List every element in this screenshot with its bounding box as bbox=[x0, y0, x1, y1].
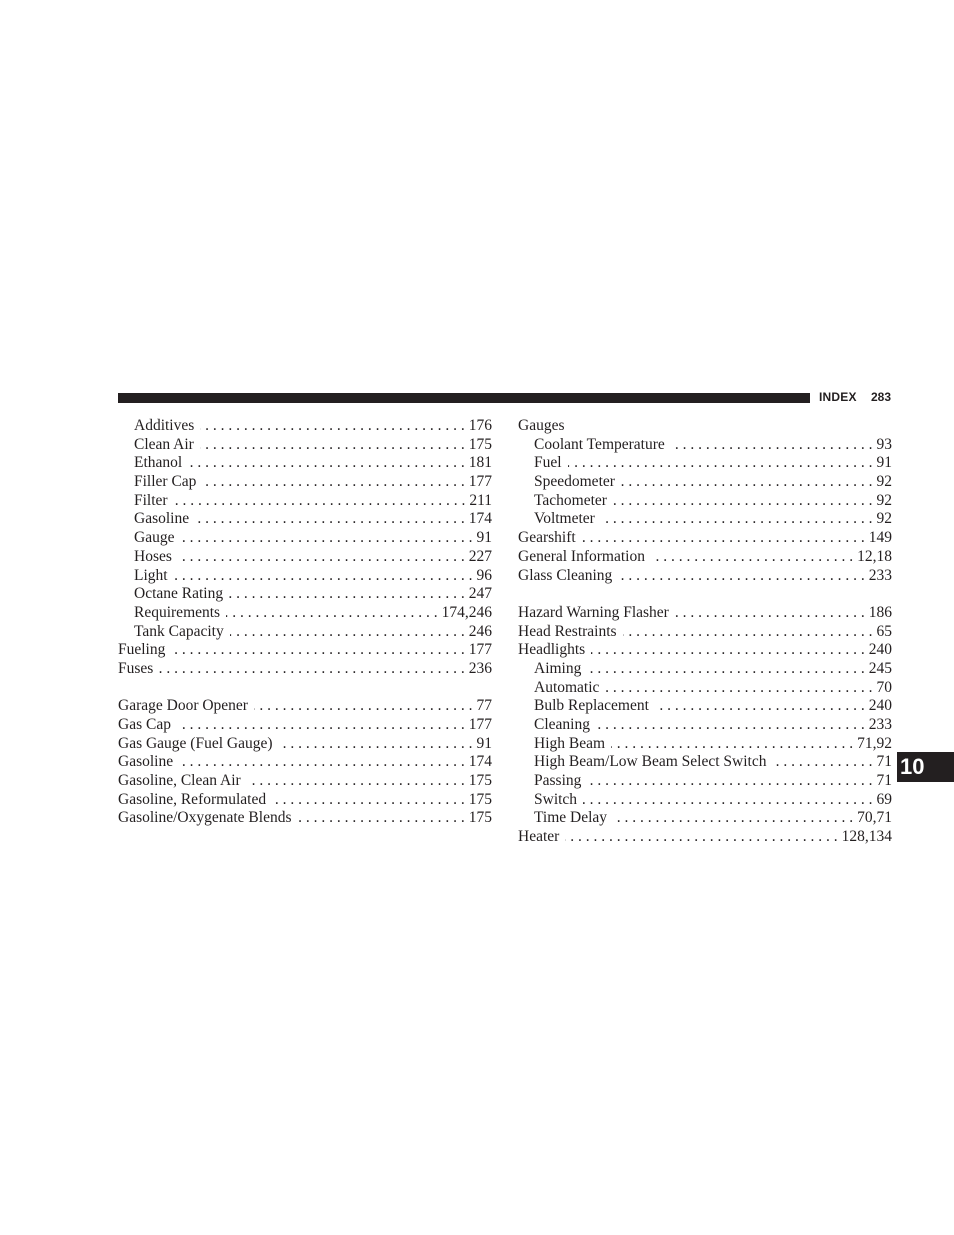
section-title: INDEX bbox=[819, 390, 857, 404]
chapter-tab: 10 bbox=[897, 752, 954, 782]
entry-page: 233 bbox=[868, 566, 892, 584]
dot-leader bbox=[177, 716, 465, 735]
dot-leader bbox=[582, 529, 865, 548]
dot-leader bbox=[272, 791, 465, 810]
index-subentry bbox=[118, 548, 492, 567]
entry-term: Ethanol bbox=[134, 454, 183, 472]
entry-term: Fuses bbox=[118, 659, 154, 677]
entry-page: 96 bbox=[476, 566, 492, 584]
dot-leader bbox=[605, 679, 872, 698]
entry-page: 93 bbox=[876, 435, 892, 453]
index-subentry bbox=[518, 454, 892, 473]
entry-page: 70 bbox=[876, 678, 892, 696]
entry-term: Additives bbox=[134, 417, 195, 434]
index-subentry bbox=[518, 753, 892, 772]
dot-leader bbox=[174, 492, 466, 511]
index-entry bbox=[518, 828, 892, 847]
entry-page: 175 bbox=[468, 809, 492, 827]
entry-page: 181 bbox=[468, 454, 492, 472]
entry-term: General Information bbox=[518, 547, 645, 565]
entry-term: Switch bbox=[534, 790, 578, 808]
entry-page: 176 bbox=[468, 417, 492, 434]
entry-term: Tank Capacity bbox=[134, 622, 224, 640]
entry-page: 175 bbox=[468, 772, 492, 790]
entry-term: High Beam/Low Beam Select Switch bbox=[534, 753, 767, 771]
index-subentry bbox=[118, 510, 492, 529]
entry-term: Fuel bbox=[534, 454, 562, 472]
index-entry bbox=[118, 809, 492, 828]
dot-leader bbox=[200, 417, 464, 436]
index-subentry bbox=[118, 567, 492, 586]
entry-term: Garage Door Opener bbox=[118, 697, 248, 715]
entry-page: 246 bbox=[468, 622, 492, 640]
entry-term: Filler Cap bbox=[134, 473, 197, 491]
index-subentry bbox=[518, 660, 892, 679]
index-entry bbox=[118, 716, 492, 735]
index-entry bbox=[518, 548, 892, 567]
dot-leader bbox=[568, 454, 873, 473]
entry-term: Clean Air bbox=[134, 435, 194, 453]
index-subentry bbox=[518, 436, 892, 455]
index-subentry bbox=[118, 436, 492, 455]
entry-term: Gauges bbox=[518, 417, 565, 434]
dot-leader bbox=[613, 809, 853, 828]
entry-term: Aiming bbox=[534, 659, 582, 677]
index-entry bbox=[518, 641, 892, 660]
entry-page: 69 bbox=[876, 790, 892, 808]
index-subentry bbox=[118, 492, 492, 511]
index-subentry bbox=[518, 492, 892, 511]
entry-term: Coolant Temperature bbox=[534, 435, 665, 453]
index-subentry bbox=[118, 417, 492, 436]
entry-term: Speedometer bbox=[534, 473, 615, 491]
header-rule bbox=[118, 393, 810, 403]
dot-leader bbox=[583, 791, 872, 810]
entry-page: 174 bbox=[468, 753, 492, 771]
index-entry bbox=[518, 529, 892, 548]
page-number: 283 bbox=[871, 390, 892, 404]
entry-gap bbox=[118, 679, 492, 698]
dot-leader bbox=[178, 548, 465, 567]
entry-page: 91 bbox=[476, 734, 492, 752]
index-entry bbox=[118, 753, 492, 772]
index-subentry bbox=[118, 473, 492, 492]
dot-leader bbox=[174, 567, 473, 586]
entry-page: 92 bbox=[876, 491, 892, 509]
index-entry bbox=[118, 735, 492, 754]
index-subentry bbox=[518, 809, 892, 828]
entry-term: Requirements bbox=[134, 603, 221, 621]
index-subentry bbox=[518, 697, 892, 716]
dot-leader bbox=[671, 436, 873, 455]
entry-page: 91 bbox=[876, 454, 892, 472]
entry-page: 175 bbox=[468, 435, 492, 453]
dot-leader bbox=[596, 716, 865, 735]
entry-page: 71 bbox=[876, 753, 892, 771]
index-subentry bbox=[518, 791, 892, 810]
entry-page: 233 bbox=[868, 716, 892, 733]
entry-page: 174 bbox=[468, 510, 492, 528]
entry-term: Light bbox=[134, 566, 168, 584]
entry-page: 91 bbox=[476, 529, 492, 547]
dot-leader bbox=[159, 660, 464, 679]
index-column-right bbox=[518, 417, 892, 847]
dot-leader bbox=[297, 809, 464, 828]
entry-term: Octane Rating bbox=[134, 585, 224, 603]
entry-page: 77 bbox=[476, 697, 492, 715]
dot-leader bbox=[623, 623, 873, 642]
entry-page: 240 bbox=[868, 697, 892, 715]
dot-leader bbox=[611, 735, 853, 754]
index-subentry bbox=[118, 585, 492, 604]
entry-page: 227 bbox=[468, 547, 492, 565]
index-subentry bbox=[518, 510, 892, 529]
dot-leader bbox=[229, 585, 465, 604]
entry-page: 245 bbox=[868, 659, 892, 677]
dot-leader bbox=[587, 772, 872, 791]
entry-page: 12,18 bbox=[857, 547, 892, 565]
entry-gap bbox=[518, 585, 892, 604]
dot-leader bbox=[247, 772, 465, 791]
dot-leader bbox=[279, 735, 473, 754]
entry-page: 71,92 bbox=[857, 734, 892, 752]
entry-page: 240 bbox=[868, 641, 892, 659]
index-subentry bbox=[118, 623, 492, 642]
entry-term: Gasoline bbox=[118, 753, 174, 771]
entry-term: Gasoline, Reformulated bbox=[118, 790, 267, 808]
entry-page: 149 bbox=[868, 529, 892, 547]
index-entry bbox=[118, 772, 492, 791]
dot-leader bbox=[230, 623, 465, 642]
dot-leader bbox=[188, 454, 465, 473]
entry-term: High Beam bbox=[534, 734, 606, 752]
index-subentry bbox=[518, 772, 892, 791]
entry-page: 177 bbox=[468, 473, 492, 491]
dot-leader bbox=[613, 492, 873, 511]
entry-page: 236 bbox=[468, 659, 492, 677]
dot-leader bbox=[180, 529, 472, 548]
entry-term: Fueling bbox=[118, 641, 166, 659]
index-entry bbox=[518, 604, 892, 623]
index-entry bbox=[118, 641, 492, 660]
index-entry bbox=[118, 697, 492, 716]
index-subentry bbox=[118, 529, 492, 548]
dot-leader bbox=[254, 697, 473, 716]
entry-page: 92 bbox=[876, 473, 892, 491]
entry-page: 177 bbox=[468, 716, 492, 733]
entry-term: Hazard Warning Flasher bbox=[518, 603, 669, 621]
entry-term: Glass Cleaning bbox=[518, 566, 613, 584]
dot-leader bbox=[675, 604, 865, 623]
entry-term: Gas Cap bbox=[118, 716, 171, 733]
entry-term: Headlights bbox=[518, 641, 586, 659]
dot-leader bbox=[171, 641, 464, 660]
entry-term: Heater bbox=[518, 828, 560, 846]
entry-page: 71 bbox=[876, 772, 892, 790]
entry-page: 186 bbox=[868, 603, 892, 621]
entry-term: Gasoline bbox=[134, 510, 190, 528]
dot-leader bbox=[621, 473, 873, 492]
entry-page: 247 bbox=[468, 585, 492, 603]
entry-page: 70,71 bbox=[857, 809, 892, 827]
entry-term: Gasoline, Clean Air bbox=[118, 772, 241, 790]
entry-page: 211 bbox=[469, 491, 492, 509]
entry-page: 175 bbox=[468, 790, 492, 808]
index-entry bbox=[118, 791, 492, 810]
entry-term: Time Delay bbox=[534, 809, 608, 827]
index-subentry bbox=[118, 604, 492, 623]
dot-leader bbox=[200, 436, 465, 455]
entry-term: Gauge bbox=[134, 529, 175, 547]
index-entry bbox=[518, 623, 892, 642]
entry-term: Gasoline/Oxygenate Blends bbox=[118, 809, 292, 827]
dot-leader bbox=[601, 510, 873, 529]
entry-term: Automatic bbox=[534, 678, 600, 696]
dot-leader bbox=[618, 567, 864, 586]
dot-leader bbox=[195, 510, 465, 529]
entry-page: 174,246 bbox=[441, 603, 492, 621]
entry-term: Filter bbox=[134, 491, 168, 509]
index-entry bbox=[118, 660, 492, 679]
index-entry bbox=[518, 417, 892, 436]
entry-page: 65 bbox=[876, 622, 892, 640]
entry-term: Bulb Replacement bbox=[534, 697, 649, 715]
dot-leader bbox=[772, 753, 872, 772]
dot-leader bbox=[651, 548, 853, 567]
dot-leader bbox=[565, 828, 837, 847]
dot-leader bbox=[587, 660, 864, 679]
index-subentry bbox=[518, 473, 892, 492]
index-entry bbox=[518, 567, 892, 586]
entry-term: Gearshift bbox=[518, 529, 576, 547]
index-column-left bbox=[118, 417, 492, 828]
entry-term: Hoses bbox=[134, 547, 172, 565]
index-subentry bbox=[518, 679, 892, 698]
index-subentry bbox=[518, 735, 892, 754]
entry-page: 177 bbox=[468, 641, 492, 659]
index-subentry bbox=[518, 716, 892, 735]
index-subentry bbox=[118, 454, 492, 473]
entry-term: Head Restraints bbox=[518, 622, 617, 640]
dot-leader bbox=[655, 697, 865, 716]
entry-term: Voltmeter bbox=[534, 510, 595, 528]
entry-term: Tachometer bbox=[534, 491, 607, 509]
entry-term: Cleaning bbox=[534, 716, 590, 733]
entry-term: Passing bbox=[534, 772, 582, 790]
dot-leader bbox=[202, 473, 464, 492]
dot-leader bbox=[179, 753, 465, 772]
dot-leader bbox=[226, 604, 438, 623]
entry-term: Gas Gauge (Fuel Gauge) bbox=[118, 734, 273, 752]
entry-page: 92 bbox=[876, 510, 892, 528]
dot-leader bbox=[591, 641, 865, 660]
entry-page: 128,134 bbox=[841, 828, 892, 846]
